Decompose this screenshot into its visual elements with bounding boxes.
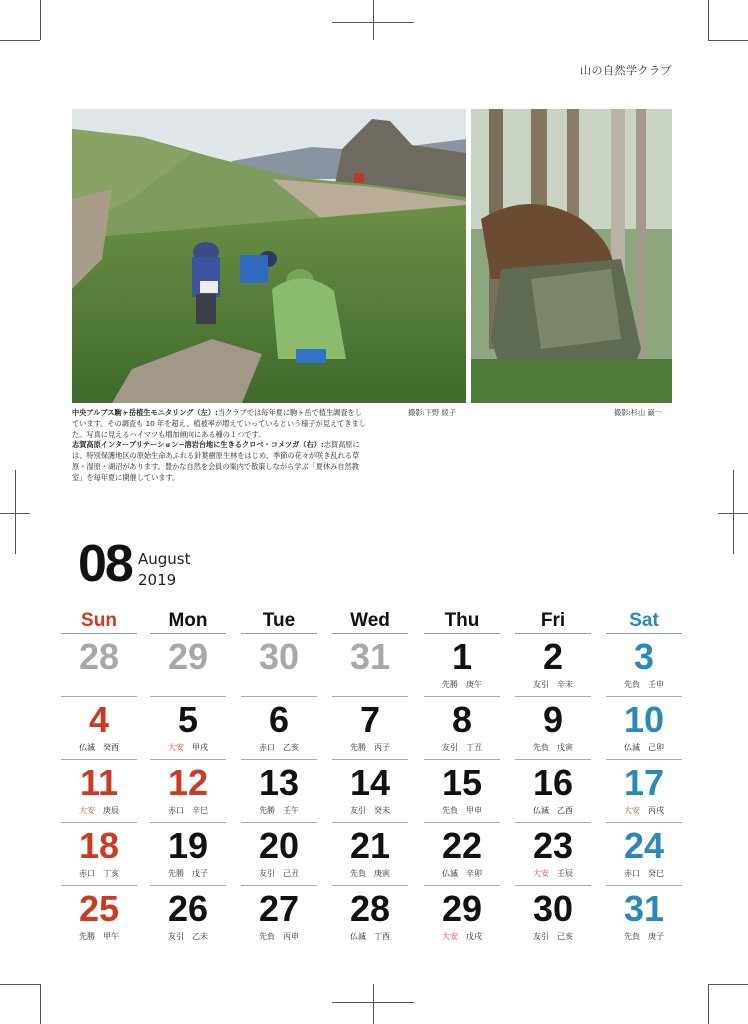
week-divider [150,822,226,823]
weekday-divider [515,633,591,634]
caption-title-1: 中央アルプス駒ヶ岳植生モニタリング（左）: [72,408,218,417]
day-number: 29 [167,636,209,677]
kanshi-label: 辛未 [557,680,573,689]
rokuyo-label: 友引 [533,680,549,689]
day-annotation [149,931,227,942]
weekday-header-sat: Sat [629,610,659,631]
calendar-day-cell [149,826,227,888]
week-divider [515,696,591,697]
calendar-day-cell [149,637,227,699]
day-number: 29 [441,888,483,929]
calendar-day-cell [60,889,138,951]
rokuyo-label: 仏滅 [533,806,549,815]
day-annotation [331,805,409,816]
weekday-header-mon: Mon [168,610,208,631]
calendar-day-cell [423,763,501,825]
day-annotation [514,868,592,879]
day-annotation [605,868,683,879]
kanshi-label: 乙酉 [557,806,573,815]
day-number: 9 [542,699,564,740]
calendar-day-cell [60,637,138,699]
photo-caption [72,408,366,484]
rokuyo-label: 先勝 [350,743,366,752]
month-year: 2019 [138,571,177,589]
week-divider [332,885,408,886]
day-annotation [331,868,409,879]
week-divider [332,822,408,823]
calendar-day-cell [240,637,318,699]
photo-forest-boulder [471,109,672,403]
day-annotation [605,679,683,690]
day-number: 4 [88,699,110,740]
weekday-divider [606,633,682,634]
calendar-day-cell [331,763,409,825]
kanshi-label: 丁酉 [374,932,390,941]
day-number: 16 [532,762,574,803]
calendar-day-cell [149,763,227,825]
kanshi-label: 戊寅 [557,743,573,752]
kanshi-label: 丙申 [283,932,299,941]
calendar-day-cell [60,700,138,762]
day-number: 30 [258,636,300,677]
week-divider [61,885,137,886]
day-annotation [240,805,318,816]
day-number: 8 [451,699,473,740]
weekday-divider [150,633,226,634]
calendar-day-cell [60,826,138,888]
calendar-day-cell [605,763,683,825]
day-annotation [331,742,409,753]
calendar-day-cell [149,700,227,762]
day-number: 6 [268,699,290,740]
day-number: 12 [167,762,209,803]
week-divider [424,885,500,886]
rokuyo-label: 友引 [442,743,458,752]
weekday-header-fri: Fri [540,610,566,631]
day-annotation [605,742,683,753]
calendar-day-cell [514,763,592,825]
rokuyo-label: 先勝 [442,680,458,689]
day-number: 31 [349,636,391,677]
caption-title-2: 志賀高原インタープリテーション−溶岩台地に生きるクロベ・コメツガ（右）: [72,440,324,450]
weekday-header-wed: Wed [350,610,390,631]
rokuyo-label: 友引 [168,932,184,941]
day-annotation [514,742,592,753]
rokuyo-label: 友引 [259,869,275,878]
day-number: 3 [633,636,655,677]
kanshi-label: 戊戌 [466,932,482,941]
day-number: 23 [532,825,574,866]
week-divider [424,759,500,760]
day-number: 1 [451,636,473,677]
rokuyo-label: 友引 [350,806,366,815]
rokuyo-label: 大安 [79,806,95,815]
rokuyo-label: 仏滅 [79,743,95,752]
day-annotation [149,742,227,753]
week-divider [515,885,591,886]
week-divider [150,759,226,760]
weekday-divider [424,633,500,634]
calendar-day-cell [149,889,227,951]
kanshi-label: 壬午 [283,806,299,815]
kanshi-label: 辛巳 [192,806,208,815]
rokuyo-label: 先勝 [79,932,95,941]
month-number: 08 [78,535,132,593]
calendar-day-cell [423,637,501,699]
week-divider [606,822,682,823]
rokuyo-label: 先勝 [259,806,275,815]
day-annotation [240,742,318,753]
week-divider [241,885,317,886]
weekday-divider [61,633,137,634]
rokuyo-label: 大安 [442,932,458,941]
weekday-header-tue: Tue [262,610,296,631]
kanshi-label: 丙子 [374,743,390,752]
day-annotation [514,805,592,816]
calendar-day-cell [331,889,409,951]
day-annotation [60,742,138,753]
rokuyo-label: 赤口 [624,869,640,878]
calendar-day-cell [331,700,409,762]
weekday-header-thu: Thu [444,610,480,631]
rokuyo-label: 仏滅 [624,743,640,752]
week-divider [241,822,317,823]
kanshi-label: 壬申 [648,680,664,689]
kanshi-label: 己丑 [283,869,299,878]
day-number: 27 [258,888,300,929]
rokuyo-label: 先勝 [168,869,184,878]
weekday-divider [241,633,317,634]
day-number: 21 [349,825,391,866]
week-divider [515,822,591,823]
day-number: 28 [78,636,120,677]
kanshi-label: 壬辰 [557,869,573,878]
day-annotation [423,931,501,942]
rokuyo-label: 先負 [624,932,640,941]
calendar-day-cell [423,889,501,951]
caption-paragraph-2 [72,440,366,483]
kanshi-label: 癸未 [374,806,390,815]
photo-credit-left: 撮影:下野 綾子 [408,408,456,417]
day-annotation [149,805,227,816]
day-number: 7 [359,699,381,740]
kanshi-label: 癸酉 [103,743,119,752]
kanshi-label: 丙戌 [648,806,664,815]
kanshi-label: 己卯 [648,743,664,752]
day-number: 25 [78,888,120,929]
week-divider [606,696,682,697]
week-divider [332,759,408,760]
week-divider [61,822,137,823]
rokuyo-label: 仏滅 [350,932,366,941]
kanshi-label: 庚午 [466,680,482,689]
kanshi-label: 庚寅 [374,869,390,878]
calendar-day-cell [514,889,592,951]
photo-alpine-survey [72,109,466,403]
photo-credit-right: 撮影:杉山 巌一 [614,408,662,417]
week-divider [150,885,226,886]
day-annotation [605,805,683,816]
day-number: 30 [532,888,574,929]
calendar-day-cell [240,889,318,951]
week-divider [61,759,137,760]
week-divider [606,759,682,760]
calendar-day-cell [514,637,592,699]
day-number: 24 [623,825,665,866]
day-annotation [514,679,592,690]
calendar-day-cell [514,700,592,762]
calendar-day-cell [240,763,318,825]
calendar-day-cell [605,637,683,699]
month-name: August [138,550,191,568]
week-divider [424,696,500,697]
day-annotation [423,868,501,879]
calendar-day-cell [60,763,138,825]
calendar-day-cell [514,826,592,888]
week-divider [332,696,408,697]
caption-text-2: 志賀高原には、特別保護地区の原始生命あふれる針葉樹原生林をはじめ、季節の花々が咲き乱れる草原・湿原・湖沼があります。豊かな自然を会員の案内で散策しながら学ぶ「夏休み自然教室」を毎年夏に開催しています。 [72,440,360,482]
rokuyo-label: 先負 [442,806,458,815]
calendar-day-cell [331,637,409,699]
day-number: 28 [349,888,391,929]
day-number: 11 [79,762,119,803]
day-number: 18 [78,825,120,866]
rokuyo-label: 友引 [533,932,549,941]
day-annotation [423,679,501,690]
rokuyo-label: 赤口 [79,869,95,878]
day-annotation [60,868,138,879]
caption-paragraph-1 [72,408,366,440]
kanshi-label: 癸巳 [648,869,664,878]
kanshi-label: 乙亥 [283,743,299,752]
day-number: 26 [167,888,209,929]
week-divider [606,885,682,886]
caption-text-1: 当クラブでは毎年夏に駒ヶ岳で植生調査をしています。その調査も 10 年を超え、植被率が増えていっているという様子が見えてきました。写真に見えるハイマツも増加傾向にある種の１つです。 [72,408,366,439]
day-annotation [149,868,227,879]
day-annotation [423,805,501,816]
day-number: 17 [623,762,665,803]
day-annotation [514,931,592,942]
week-divider [241,759,317,760]
kanshi-label: 丁亥 [103,869,119,878]
kanshi-label: 庚辰 [103,806,119,815]
kanshi-label: 己亥 [557,932,573,941]
day-annotation [240,868,318,879]
day-annotation [423,742,501,753]
day-number: 15 [441,762,483,803]
kanshi-label: 丁丑 [466,743,482,752]
week-divider [424,822,500,823]
day-annotation [605,931,683,942]
day-number: 13 [258,762,300,803]
day-annotation [60,805,138,816]
day-annotation [60,931,138,942]
rokuyo-label: 赤口 [259,743,275,752]
kanshi-label: 甲午 [103,932,119,941]
calendar-day-cell [605,826,683,888]
day-number: 20 [258,825,300,866]
kanshi-label: 庚子 [648,932,664,941]
brand-title: 山の自然学クラブ [580,64,672,77]
week-divider [150,696,226,697]
rokuyo-label: 先負 [259,932,275,941]
rokuyo-label: 大安 [624,806,640,815]
kanshi-label: 辛卯 [466,869,482,878]
day-number: 22 [441,825,483,866]
day-annotation [331,931,409,942]
calendar-day-cell [605,889,683,951]
calendar-day-cell [240,700,318,762]
day-number: 10 [623,699,665,740]
rokuyo-label: 大安 [168,743,184,752]
weekday-divider [332,633,408,634]
calendar-day-cell [240,826,318,888]
week-divider [241,696,317,697]
kanshi-label: 戊子 [192,869,208,878]
rokuyo-label: 仏滅 [442,869,458,878]
day-number: 31 [623,888,665,929]
rokuyo-label: 大安 [533,869,549,878]
calendar-day-cell [423,826,501,888]
kanshi-label: 甲戌 [192,743,208,752]
rokuyo-label: 先負 [624,680,640,689]
weekday-header-sun: Sun [81,610,117,631]
day-number: 5 [177,699,199,740]
week-divider [515,759,591,760]
rokuyo-label: 先負 [350,869,366,878]
day-number: 2 [542,636,564,677]
day-number: 14 [349,762,391,803]
calendar-day-cell [331,826,409,888]
calendar-day-cell [605,700,683,762]
day-number: 19 [167,825,209,866]
kanshi-label: 甲申 [466,806,482,815]
rokuyo-label: 先負 [533,743,549,752]
calendar-day-cell [423,700,501,762]
kanshi-label: 乙未 [192,932,208,941]
week-divider [61,696,137,697]
rokuyo-label: 赤口 [168,806,184,815]
day-annotation [240,931,318,942]
